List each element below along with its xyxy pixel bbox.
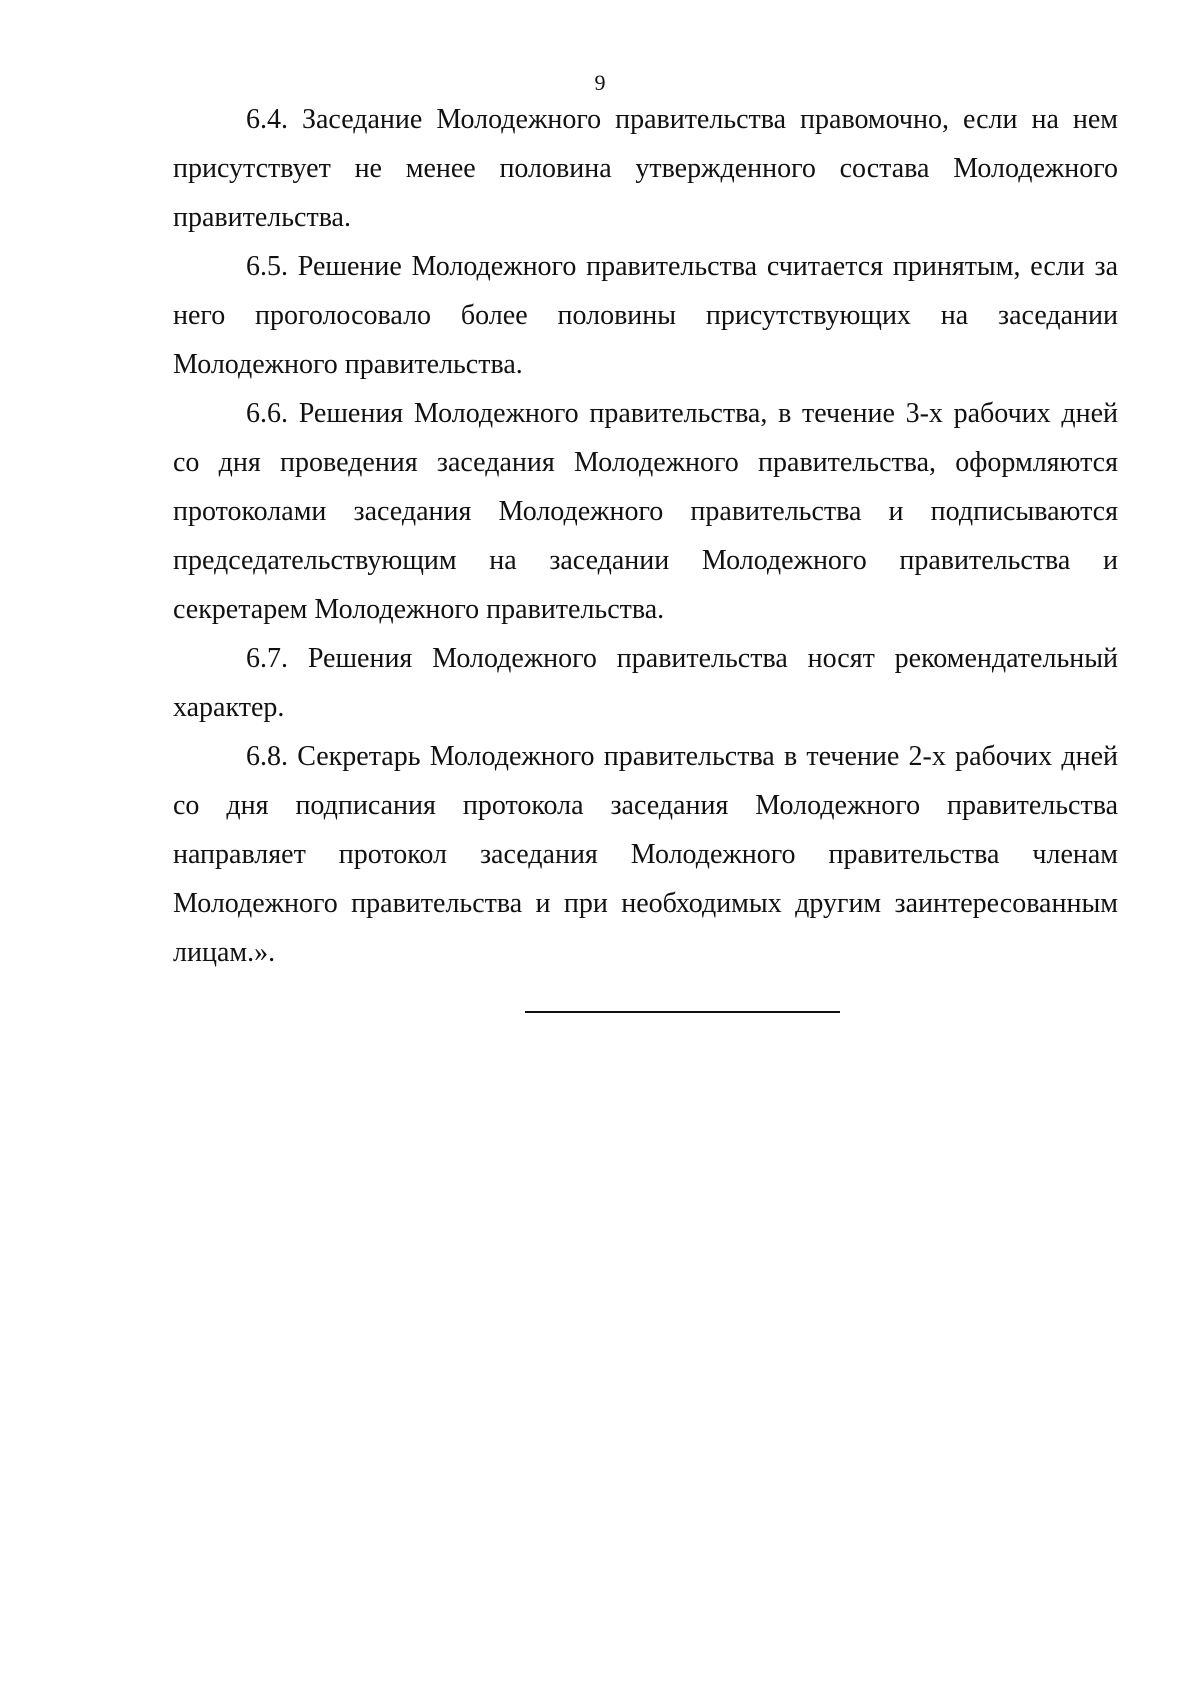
paragraph-6-5: 6.5. Решение Молодежного правительства считается принятым, если за него проголосовало более половины присутствующих на заседании Молодежного правительства.: [173, 251, 1118, 380]
end-separator-line: [525, 1011, 840, 1013]
page-number: 9: [594, 70, 606, 95]
paragraph-6-6: 6.6. Решения Молодежного правительства, в течение 3-х рабочих дней со дня проведения заседания Молодежного правительства, оформляются протоколами заседания Молодежного правительства и подписываются председательствующим на заседании Молодежного правительства и секретарем Молодежного правительства.: [173, 398, 1118, 625]
document-body: [173, 95, 1118, 977]
paragraph-6-4: 6.4. Заседание Молодежного правительства правомочно, если на нем присутствует не менее половина утвержденного состава Молодежного правительства.: [173, 104, 1118, 233]
paragraph-6-8: 6.8. Секретарь Молодежного правительства в течение 2-х рабочих дней со дня подписания протокола заседания Молодежного правительства направляет протокол заседания Молодежного правительства членам Молодежного правительства и при необходимых другим заинтересованным лицам.».: [173, 741, 1118, 968]
paragraph-6-7: 6.7. Решения Молодежного правительства носят рекомендательный характер.: [173, 643, 1118, 723]
